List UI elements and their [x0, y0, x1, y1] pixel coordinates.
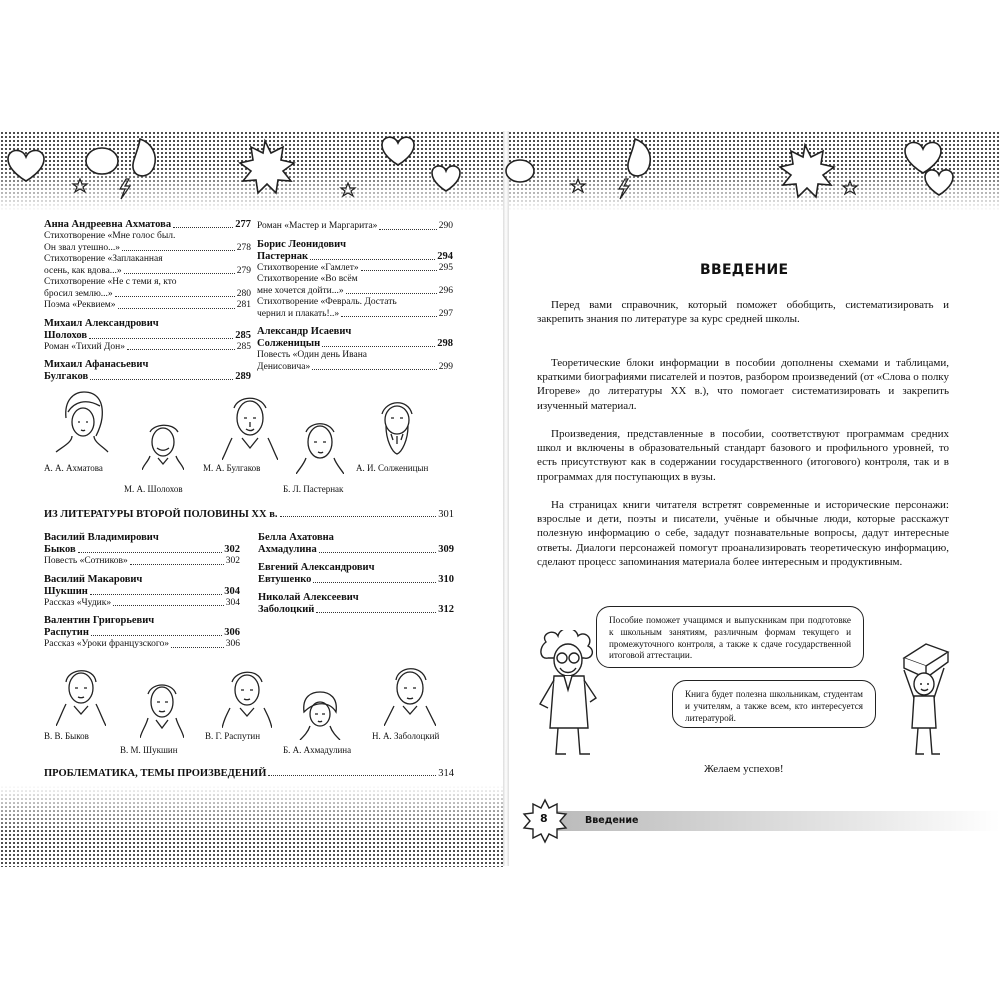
toc-author-entry[interactable]: Распутин 306 [44, 627, 240, 638]
intro-paragraph: На страницах книги читателя встретят современные и исторические персонажи: взрослые и дети, поэты и писатели, учёные и обычные люди, которые расскажут полезную информацию о себе, зададут познавательные вопросы, дадут интересные ответы. Диалоги персонажей помогут проанализировать теоретическую информацию, сделают процесс запоминания материала более интересным и продуктивным. [537, 499, 949, 568]
portrait-solzhenitsyn [372, 396, 422, 460]
toc-author-entry[interactable]: Шукшин 304 [44, 585, 240, 597]
portrait-zabolotsky [384, 662, 436, 726]
star-icon [73, 179, 87, 192]
toc-author-entry[interactable]: Заболоцкий 312 [258, 604, 454, 615]
page-number: 8 [540, 812, 548, 825]
toc-author-entry[interactable]: Быков 302 [44, 544, 240, 555]
portrait-caption: М. А. Булгаков [203, 463, 261, 473]
portrait-caption: В. Г. Распутин [205, 731, 261, 741]
toc-item[interactable]: Стихотворение «Во всём [257, 274, 358, 284]
toc-author-entry[interactable]: Пастернак 294 [257, 250, 453, 262]
toc-author-name-line: Василий Макарович [44, 573, 143, 585]
drop-icon [133, 139, 155, 176]
toc-item[interactable]: Рассказ «Уроки французского» 306 [44, 639, 240, 649]
portrait-caption: М. А. Шолохов [124, 484, 183, 494]
toc-author-name-line: Александр Исаевич [257, 326, 352, 337]
heart-icon [8, 150, 44, 181]
lightning-icon [120, 179, 130, 199]
toc-item[interactable]: Стихотворение «Февраль. Достать [257, 297, 397, 307]
speech-bubble-1: Пособие поможет учащимся и выпускникам при подготовке к школьным занятиям, различным формам текущего и промежуточного контроля, а также к сдаче государственной итоговой аттестации. [596, 606, 864, 668]
toc-item[interactable]: Стихотворение «Не с теми я, кто [44, 277, 177, 287]
portrait-rasputin [222, 666, 272, 728]
page-title: ВВЕДЕНИЕ [700, 262, 789, 278]
toc-column-1 [44, 219, 251, 383]
bubble-icon [506, 160, 534, 182]
star-icon [843, 181, 857, 194]
toc-column-2 [257, 221, 453, 373]
toc-author-entry[interactable]: Анна Андреевна Ахматова 277 [44, 219, 251, 230]
toc2-column-1 [44, 526, 240, 651]
portrait-bulgakov [222, 392, 278, 460]
toc-author-name-line: Михаил Александрович [44, 317, 159, 329]
toc-item[interactable]: чернил и плакать!..» 297 [257, 308, 453, 319]
toc-author-entry[interactable]: Шолохов 285 [44, 329, 251, 341]
toc-item[interactable]: Он звал утешно...» 278 [44, 242, 251, 253]
toc-item[interactable]: Стихотворение «Заплаканная [44, 254, 163, 264]
scientist-character-illustration [538, 630, 600, 760]
student-character-illustration [900, 640, 950, 760]
toc-author-name-line: Белла Ахатовна [258, 532, 334, 543]
toc-author-name-line: Николай Алексеевич [258, 592, 359, 603]
portrait-shukshin [140, 680, 184, 738]
intro-paragraph: Перед вами справочник, который поможет обобщить, систематизировать и закрепить знания по литературе за курс средней школы. [537, 299, 949, 326]
lightning-icon [619, 179, 629, 199]
closing-wish: Желаем успехов! [704, 763, 784, 775]
toc-item[interactable]: Денисовича» 299 [257, 361, 453, 372]
portrait-akhmatova [52, 388, 112, 458]
toc-author-entry[interactable]: Булгаков 289 [44, 371, 251, 382]
halftone-footer-pattern [0, 785, 505, 867]
burst-icon [240, 141, 294, 193]
intro-paragraph: Произведения, представленные в пособии, соответствуют программам средних школ и включены в образовательный стандарт базового и профильного уровней, то есть присутствуют как в содержании государственного (итогового) контроля, так и в программах для поступающих в вузы. [537, 428, 949, 483]
toc-author-entry[interactable]: Солженицын 298 [257, 338, 453, 349]
toc-author-name-line: Михаил Афанасьевич [44, 359, 149, 370]
portrait-caption: Б. Л. Пастернак [283, 484, 344, 494]
star-icon [571, 179, 585, 192]
drop-icon [628, 139, 650, 176]
portrait-bykov [56, 664, 106, 726]
toc-item[interactable]: Рассказ «Чудик» 304 [44, 597, 240, 608]
toc-author-entry[interactable]: Евтушенко 310 [258, 574, 454, 585]
toc-section-heading[interactable]: ПРОБЛЕМАТИКА, ТЕМЫ ПРОИЗВЕДЕНИЙ 314 [44, 768, 454, 779]
toc-author-name-line: Евгений Александрович [258, 562, 375, 573]
speech-bubble-2: Книга будет полезна школьникам, студентам и учителям, а также всем, кто интересуется литературой. [672, 680, 876, 728]
heart-icon [905, 142, 941, 173]
portrait-pasternak [296, 418, 344, 474]
portrait-caption: Б. А. Ахмадулина [283, 745, 352, 755]
toc-item[interactable]: Роман «Мастер и Маргарита» 290 [257, 221, 453, 231]
burst-icon [780, 145, 834, 197]
toc-author-name-line: Борис Леонидович [257, 238, 347, 250]
portrait-caption: А. И. Солженицын [356, 463, 429, 473]
portrait-caption: А. А. Ахматова [44, 463, 103, 473]
toc-item[interactable]: осень, как вдова...» 279 [44, 265, 251, 276]
portrait-caption: В. В. Быков [44, 731, 89, 741]
heart-icon [382, 137, 414, 165]
book-spine [503, 131, 509, 866]
toc-item[interactable]: Повесть «Один день Ивана [257, 350, 368, 360]
footer-section-label: Введение [585, 815, 639, 826]
toc-item[interactable]: мне хочется дойти...» 296 [257, 285, 453, 296]
portrait-caption: Н. А. Заболоцкий [372, 731, 440, 741]
bubble-icon [86, 148, 118, 174]
toc-author-name-line: Василий Владимирович [44, 532, 159, 543]
toc-item[interactable]: Стихотворение «Мне голос был. [44, 231, 176, 241]
portrait-sholokhov [142, 420, 184, 470]
intro-paragraph: Теоретические блоки информации в пособии дополнены схемами и таблицами, краткими биографиями писателей и поэтов, разбором произведений (от «Слова о полку Игореве» до литературы XX в.), что помогает систематизировать и закрепить изученный материал. [537, 357, 949, 412]
star-icon [341, 183, 355, 196]
toc-item[interactable]: Повесть «Сотников» 302 [44, 556, 240, 566]
toc-author-name-line: Валентин Григорьевич [44, 615, 155, 626]
toc-item[interactable]: бросил землю...» 280 [44, 288, 251, 299]
header-decorations [0, 131, 1000, 211]
toc-section-heading[interactable]: ИЗ ЛИТЕРАТУРЫ ВТОРОЙ ПОЛОВИНЫ XX в. 301 [44, 509, 454, 520]
portrait-akhmadulina [298, 690, 342, 740]
heart-icon [925, 170, 953, 195]
toc-item[interactable]: Роман «Тихий Дон» 285 [44, 341, 251, 352]
toc-item[interactable]: Поэма «Реквием» 281 [44, 300, 251, 310]
toc-author-entry[interactable]: Ахмадулина 309 [258, 544, 454, 555]
heart-icon [432, 166, 460, 191]
toc2-column-2 [258, 526, 454, 616]
portrait-caption: В. М. Шукшин [120, 745, 178, 755]
toc-item[interactable]: Стихотворение «Гамлет» 295 [257, 262, 453, 273]
